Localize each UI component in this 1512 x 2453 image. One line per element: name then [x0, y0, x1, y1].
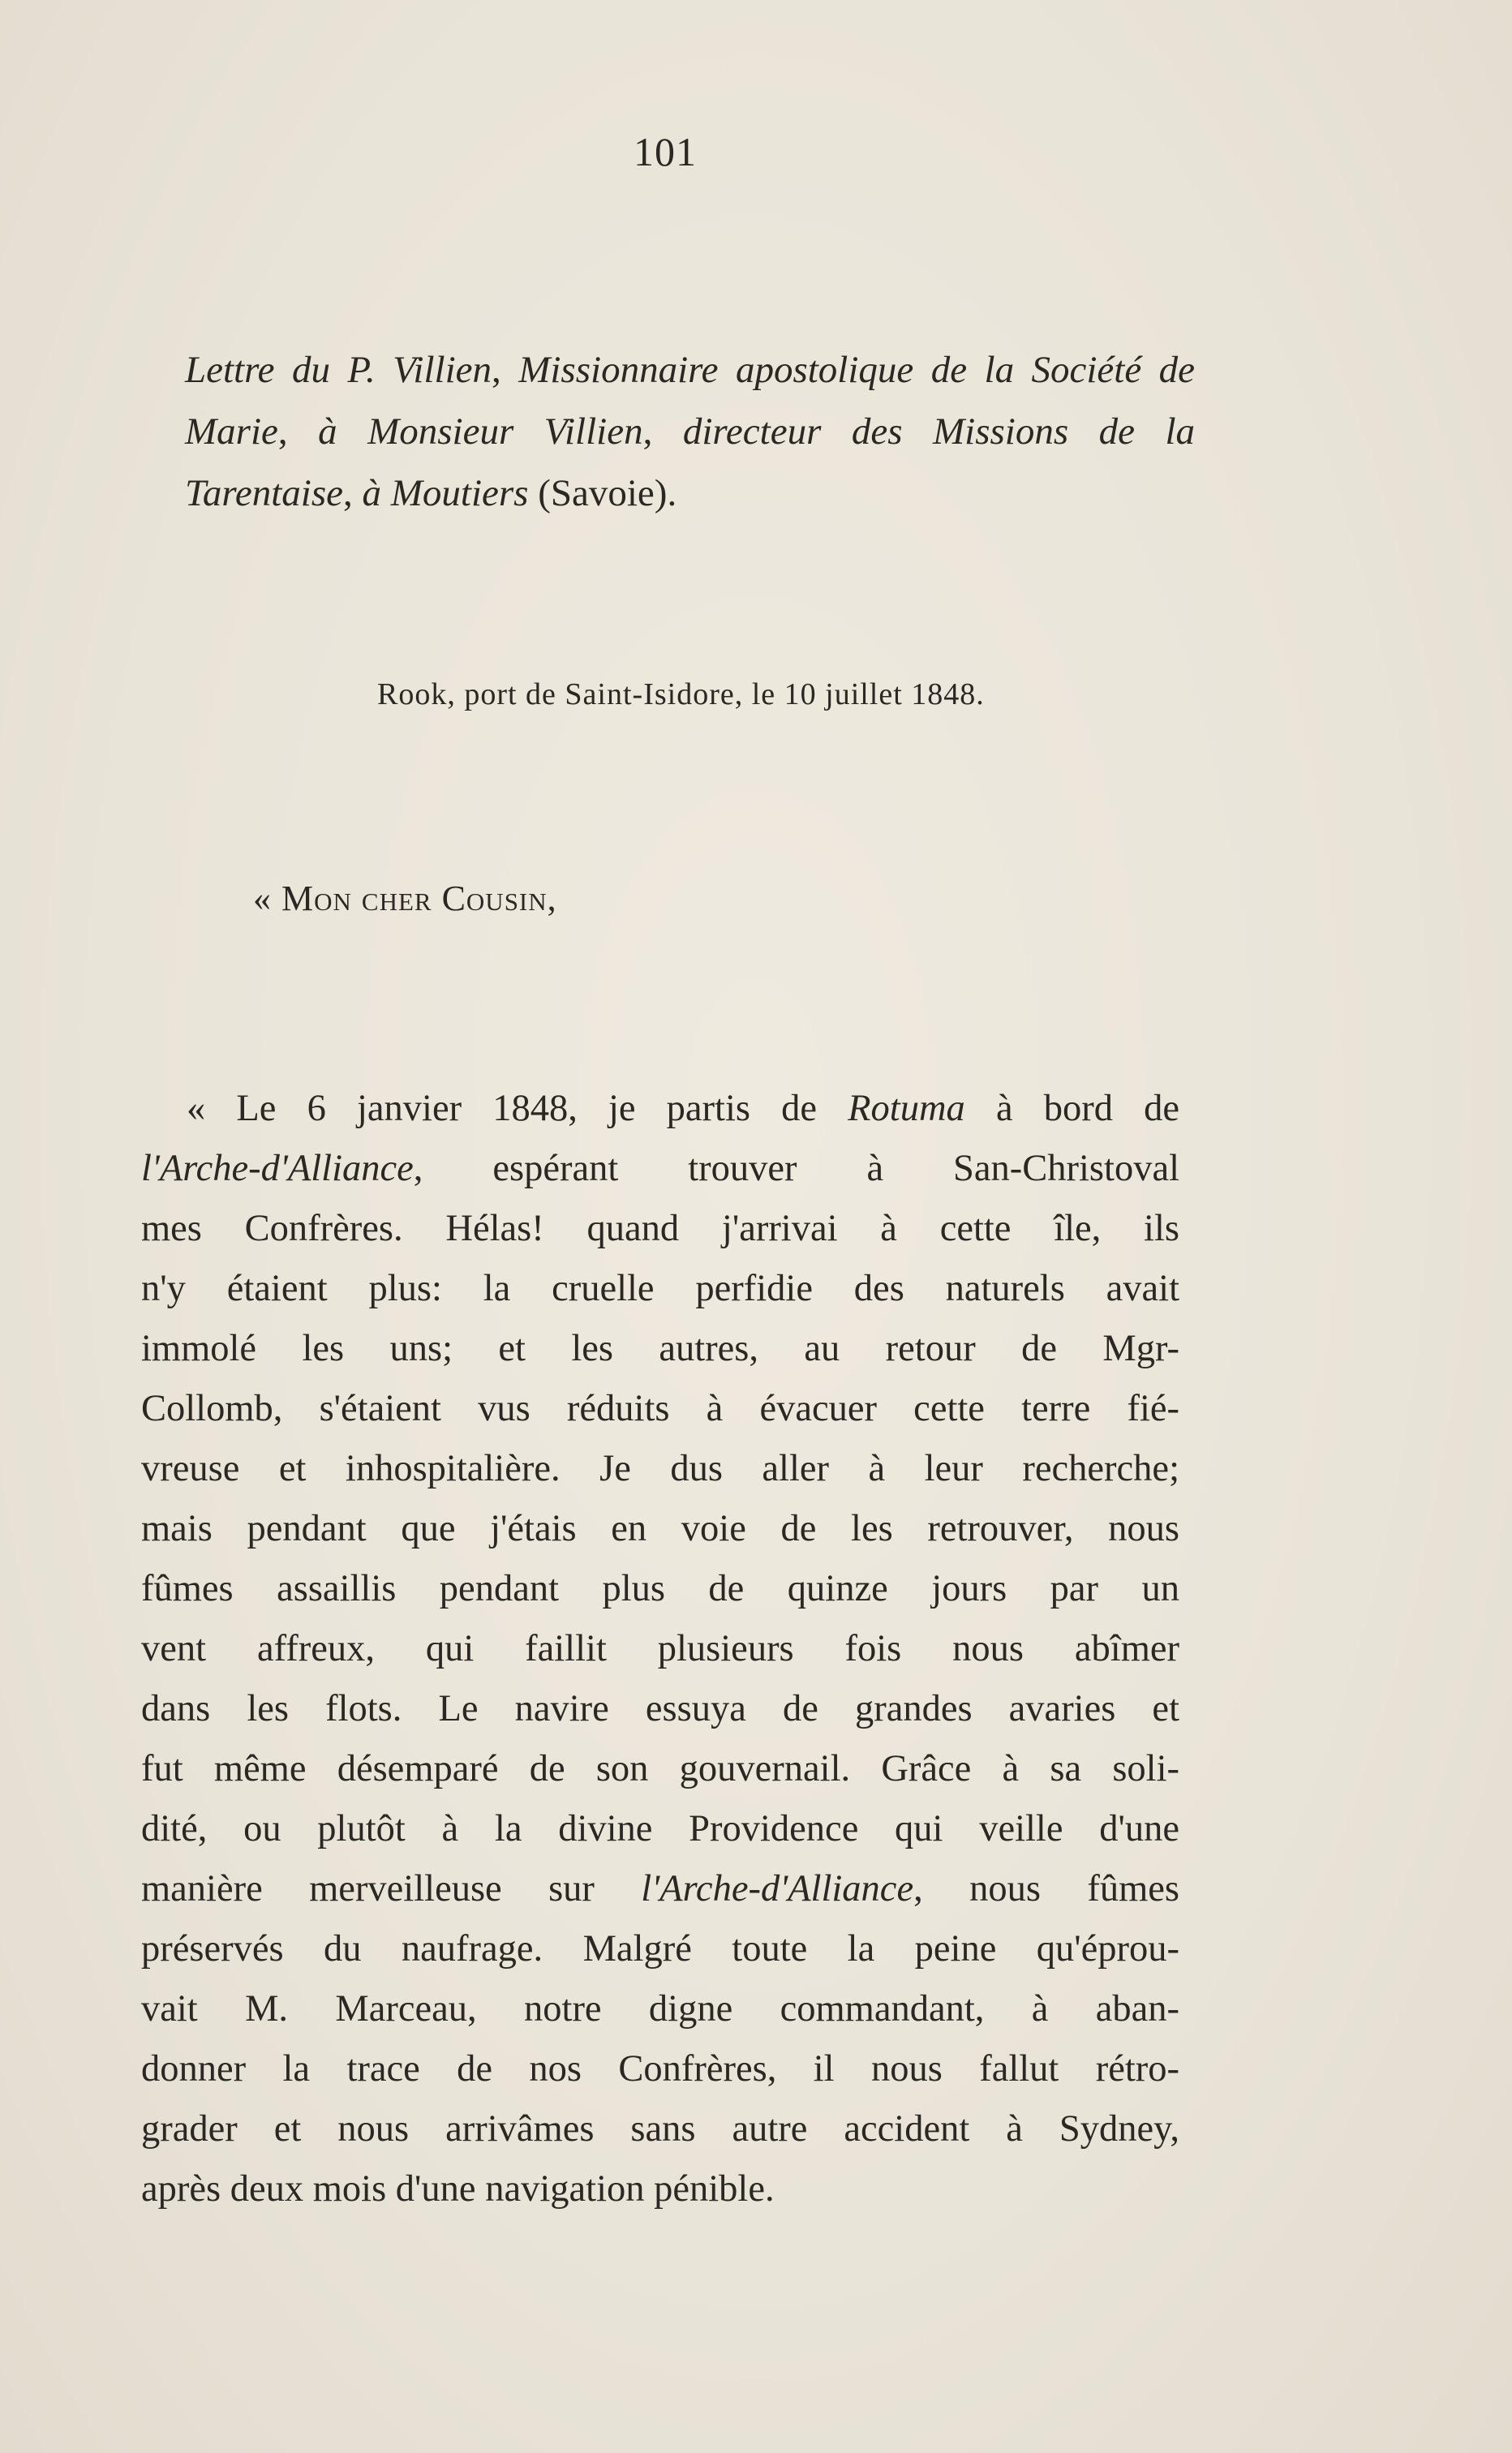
ship-name: l'Arche-d'Alliance — [641, 1868, 914, 1910]
letter-heading — [185, 339, 1195, 524]
heading-recipient: à Monsieur Villien — [318, 410, 643, 453]
text-line: fûmes assaillis pendant plus de quinze jours par un — [141, 1568, 1179, 1609]
text-line: vent affreux, qui faillit plusieurs fois nous abîmer — [141, 1628, 1179, 1669]
heading-separator: , — [642, 410, 683, 453]
text-line: fut même désemparé de son gouvernail. Grâce à sa soli- — [141, 1748, 1179, 1789]
text-line: vait M. Marceau, notre digne commandant, à aban- — [141, 1988, 1179, 2030]
text-line: dans les flots. Le navire essuya de grandes avaries et — [141, 1688, 1179, 1729]
heading-recipient-title: directeur des Missions de la Tarentaise — [185, 410, 1196, 514]
text-line: donner la trace de nos Confrères, il nous fallut rétro- — [141, 2048, 1179, 2090]
heading-place: à Moutiers — [362, 472, 529, 514]
page-number: 101 — [634, 129, 697, 174]
heading-separator: , — [277, 410, 319, 453]
text-line: immolé les uns; et les autres, au retour de Mgr- — [141, 1328, 1179, 1369]
text-line: Collomb, s'étaient vus réduits à évacuer cette terre fié- — [141, 1388, 1179, 1429]
text-line: n'y étaient plus: la cruelle perfidie des naturels avait — [141, 1268, 1179, 1309]
text-run: à bord de — [964, 1088, 1179, 1129]
text-line — [141, 1079, 1179, 1139]
text-line: préservés du naufrage. Malgré toute la peine qu'éprou- — [141, 1928, 1179, 1970]
text-line: dité, ou plutôt à la divine Providence qui veille d'une — [141, 1808, 1179, 1849]
text-line: mais pendant que j'étais en voie de les retrouver, nous — [141, 1508, 1179, 1549]
heading-region: (Savoie). — [528, 472, 677, 514]
text-line: vreuse et inhospitalière. Je dus aller à leur recherche; — [141, 1448, 1179, 1489]
heading-missionary-title: Missionnaire apostolique de la Société de Marie — [185, 349, 1195, 453]
letter-body — [141, 1079, 1179, 2219]
text-run: « Le 6 janvier 1848, je partis de — [187, 1088, 848, 1129]
ship-name: l'Arche-d'Alliance — [141, 1148, 414, 1189]
heading-separator: , — [343, 472, 363, 514]
text-line — [141, 1859, 1179, 1919]
text-line: grader et nous arrivâmes sans autre accident à Sydney, — [141, 2108, 1179, 2150]
text-run: , espérant trouver à San-Christoval — [413, 1148, 1179, 1189]
letter-salutation: « Mon cher Cousin, — [253, 879, 557, 918]
letter-dateline: Rook, port de Saint-Isidore, le 10 juillet 1848. — [377, 677, 985, 711]
ship-origin-name: Rotuma — [848, 1088, 965, 1129]
text-line: mes Confrères. Hélas! quand j'arrivai à cette île, ils — [141, 1208, 1179, 1249]
text-run: , nous fûmes — [913, 1868, 1179, 1910]
heading-letter-from: Lettre du P. Villien — [185, 349, 492, 391]
text-line — [141, 1139, 1179, 1199]
text-line: après deux mois d'une navigation pénible. — [141, 2168, 775, 2210]
text-run: manière merveilleuse sur — [141, 1868, 642, 1910]
heading-separator: , — [492, 349, 519, 391]
